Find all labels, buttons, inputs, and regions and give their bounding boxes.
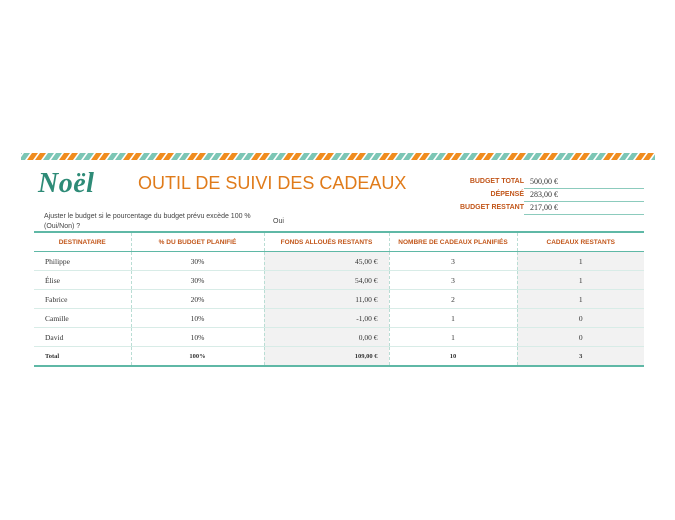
column-header-remaining-funds[interactable]: FONDS ALLOUÉS RESTANTS (264, 232, 389, 252)
cell-remaining-gifts[interactable]: 0 (517, 328, 644, 347)
cell-remaining-gifts[interactable]: 1 (517, 252, 644, 271)
table-row (34, 309, 644, 328)
column-header-remaining-gifts[interactable]: CADEAUX RESTANTS (517, 232, 644, 252)
budget-total-row (418, 176, 644, 189)
adjust-budget-question: Ajuster le budget si le pourcentage du budget prévu excède 100 % (Oui/Non) ? (44, 213, 251, 230)
decorative-stripe-banner (21, 153, 655, 160)
table-row (34, 252, 644, 271)
cell-remaining-gifts[interactable]: 0 (517, 309, 644, 328)
cell-remaining-gifts[interactable]: 1 (517, 271, 644, 290)
cell-recipient[interactable]: David (34, 328, 131, 347)
cell-planned-gifts[interactable]: 1 (389, 328, 517, 347)
cell-remaining-funds[interactable]: 11,00 € (264, 290, 389, 309)
cell-budget-percent[interactable]: 10% (131, 309, 264, 328)
column-header-planned-gifts[interactable]: NOMBRE DE CADEAUX PLANIFIÉS (389, 232, 517, 252)
budget-spent-label: DÉPENSÉ (490, 191, 524, 198)
total-remaining-funds: 109,00 € (264, 347, 389, 367)
budget-remaining-label: BUDGET RESTANT (459, 204, 524, 211)
budget-summary (418, 176, 644, 215)
budget-spent-value[interactable]: 283,00 € (524, 190, 644, 202)
cell-remaining-funds[interactable]: 54,00 € (264, 271, 389, 290)
total-planned-gifts: 10 (389, 347, 517, 367)
cell-budget-percent[interactable]: 20% (131, 290, 264, 309)
cell-budget-percent[interactable]: 30% (131, 271, 264, 290)
cell-remaining-gifts[interactable]: 1 (517, 290, 644, 309)
total-budget-percent: 100% (131, 347, 264, 367)
cell-planned-gifts[interactable]: 2 (389, 290, 517, 309)
cell-remaining-funds[interactable]: -1,00 € (264, 309, 389, 328)
table-row (34, 271, 644, 290)
cell-recipient[interactable]: Élise (34, 271, 131, 290)
gift-tracker-table (34, 231, 644, 367)
cell-planned-gifts[interactable]: 3 (389, 252, 517, 271)
cell-recipient[interactable]: Philippe (34, 252, 131, 271)
cell-planned-gifts[interactable]: 1 (389, 309, 517, 328)
cell-remaining-funds[interactable]: 0,00 € (264, 328, 389, 347)
cell-budget-percent[interactable]: 30% (131, 252, 264, 271)
budget-spent-row (418, 189, 644, 202)
cell-budget-percent[interactable]: 10% (131, 328, 264, 347)
cell-recipient[interactable]: Camille (34, 309, 131, 328)
budget-remaining-value[interactable]: 217,00 € (524, 203, 644, 215)
logo-text: Noël (38, 168, 95, 199)
column-header-budget-percent[interactable]: % DU BUDGET PLANIFIÉ (131, 232, 264, 252)
total-remaining-gifts: 3 (517, 347, 644, 367)
cell-planned-gifts[interactable]: 3 (389, 271, 517, 290)
budget-total-label: BUDGET TOTAL (469, 178, 524, 185)
cell-recipient[interactable]: Fabrice (34, 290, 131, 309)
cell-remaining-funds[interactable]: 45,00 € (264, 252, 389, 271)
table-row (34, 328, 644, 347)
table-header-row (34, 232, 644, 252)
column-header-recipient[interactable]: DESTINATAIRE (34, 232, 131, 252)
table-total-row (34, 347, 644, 367)
adjust-budget-value[interactable]: Oui (273, 218, 284, 225)
total-label: Total (34, 347, 131, 367)
table-row (34, 290, 644, 309)
budget-total-value[interactable]: 500,00 € (524, 177, 644, 189)
page-title: OUTIL DE SUIVI DES CADEAUX (138, 173, 407, 193)
budget-remaining-row (418, 202, 644, 215)
